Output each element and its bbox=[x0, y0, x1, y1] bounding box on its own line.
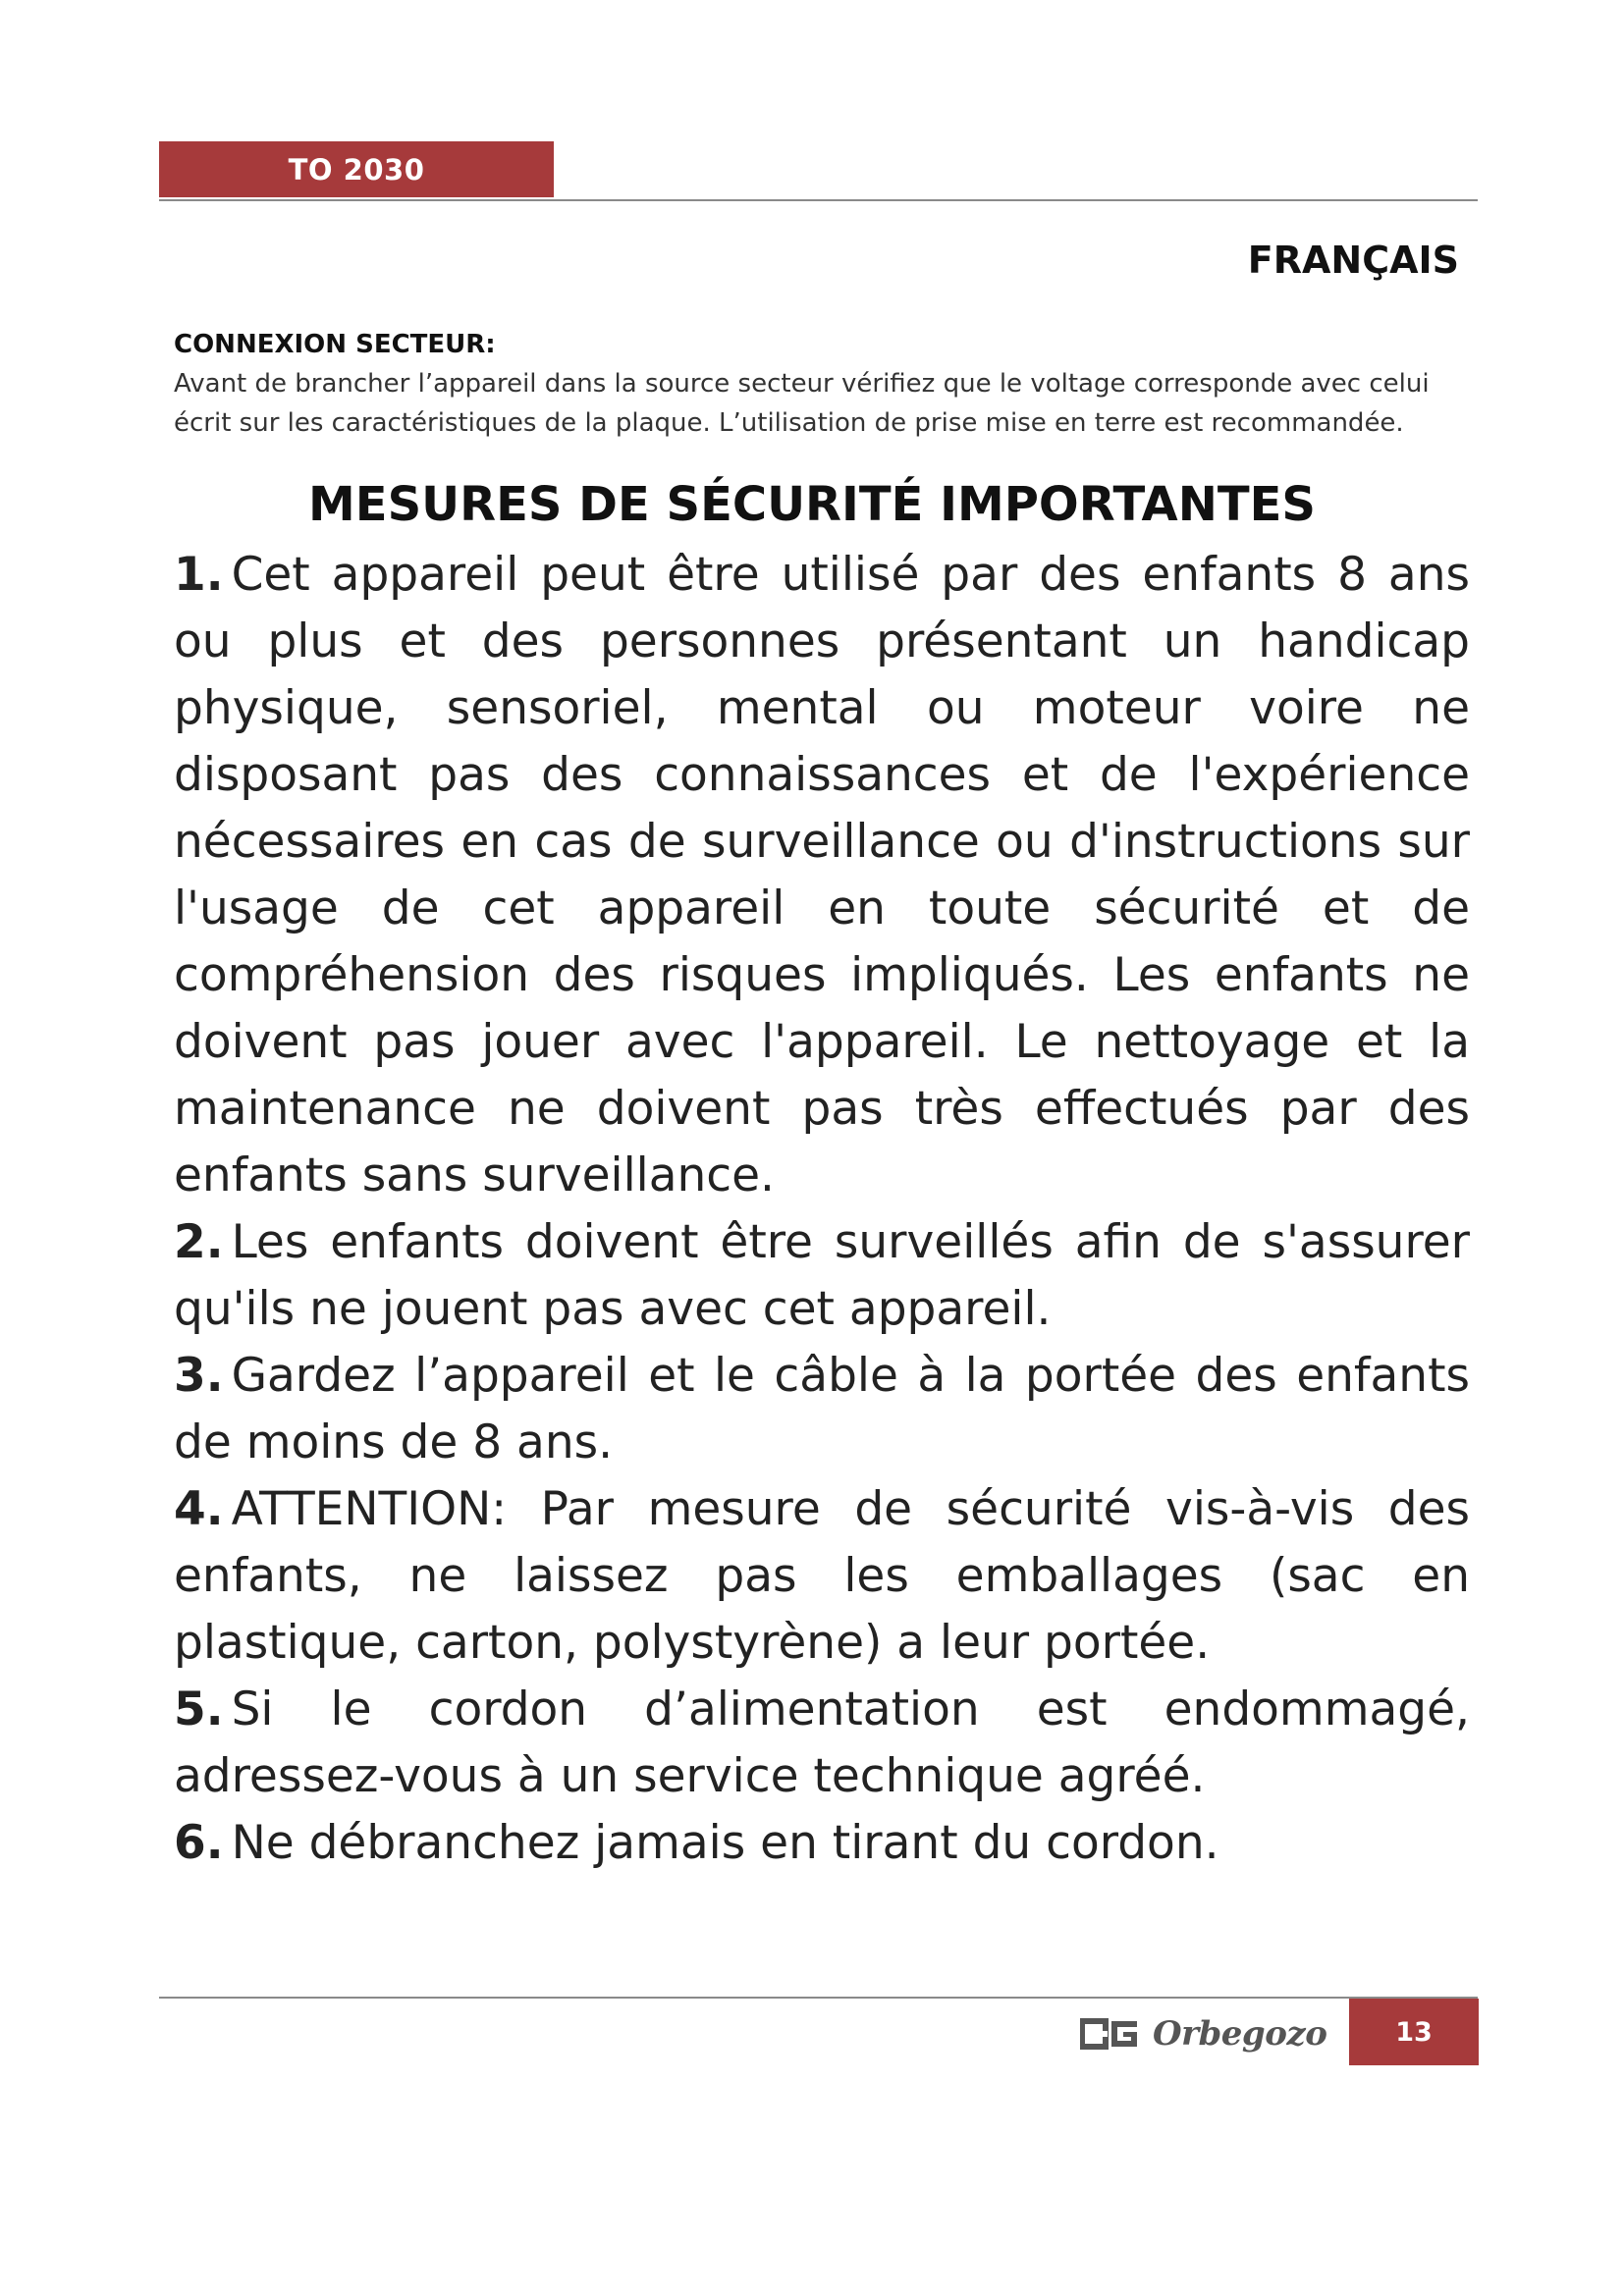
safety-item bbox=[174, 1476, 1470, 1677]
model-label: TO 2030 bbox=[288, 152, 425, 187]
item-text: Les enfants doivent être surveillés afin de s'assurer qu'ils ne jouent pas avec cet appareil. bbox=[174, 1215, 1470, 1336]
connexion-text: Avant de brancher l’appareil dans la source secteur vérifiez que le voltage corresponde avec celui écrit sur les caractéristiques de la plaque. L’utilisation de prise mise en terre est recommandée. bbox=[174, 369, 1430, 438]
brand-logo bbox=[1080, 2012, 1326, 2056]
brand-name: Orbegozo bbox=[1153, 2014, 1327, 2054]
model-tab bbox=[159, 141, 554, 197]
item-number: 2. bbox=[174, 1215, 224, 1269]
safety-item bbox=[174, 1209, 1470, 1343]
item-text: Si le cordon d’alimentation est endommagé, adressez-vous à un service technique agréé. bbox=[174, 1682, 1470, 1803]
page-number bbox=[1349, 1999, 1479, 2065]
item-number: 6. bbox=[174, 1816, 224, 1870]
item-number: 5. bbox=[174, 1682, 224, 1736]
safety-item bbox=[174, 1810, 1470, 1877]
safety-list bbox=[174, 542, 1470, 1877]
language-label: FRANÇAIS bbox=[1247, 239, 1459, 282]
item-text: Gardez l’appareil et le câble à la portée des enfants de moins de 8 ans. bbox=[174, 1349, 1470, 1469]
safety-item bbox=[174, 1343, 1470, 1476]
item-text: ATTENTION: Par mesure de sécurité vis-à-vis des enfants, ne laissez pas les emballages (sac en plastique, carton, polystyrène) a leur portée. bbox=[174, 1482, 1470, 1670]
footer-divider bbox=[159, 1997, 1478, 1999]
brand-mark-icon bbox=[1080, 2017, 1139, 2051]
safety-item bbox=[174, 1677, 1470, 1810]
safety-item bbox=[174, 542, 1470, 1209]
safety-heading: MESURES DE SÉCURITÉ IMPORTANTES bbox=[308, 477, 1316, 532]
connexion-title: CONNEXION SECTEUR: bbox=[174, 330, 496, 359]
item-number: 3. bbox=[174, 1349, 224, 1403]
header-divider bbox=[159, 199, 1478, 201]
item-number: 4. bbox=[174, 1482, 224, 1536]
item-text: Ne débranchez jamais en tirant du cordon. bbox=[231, 1816, 1219, 1870]
item-number: 1. bbox=[174, 548, 224, 602]
item-text: Cet appareil peut être utilisé par des enfants 8 ans ou plus et des personnes présentant un handicap physique, sensoriel, mental ou moteur voire ne disposant pas des connaissances et de l'expérience nécessaires en cas de surveillance ou d'instructions sur l'usage de cet appareil en toute sécurité et de compréhension des risques impliqués. Les enfants ne doivent pas jouer avec l'appareil. Le nettoyage et la maintenance ne doivent pas très effectués par des enfants sans surveillance. bbox=[174, 548, 1470, 1202]
page-number-label: 13 bbox=[1395, 2016, 1433, 2048]
